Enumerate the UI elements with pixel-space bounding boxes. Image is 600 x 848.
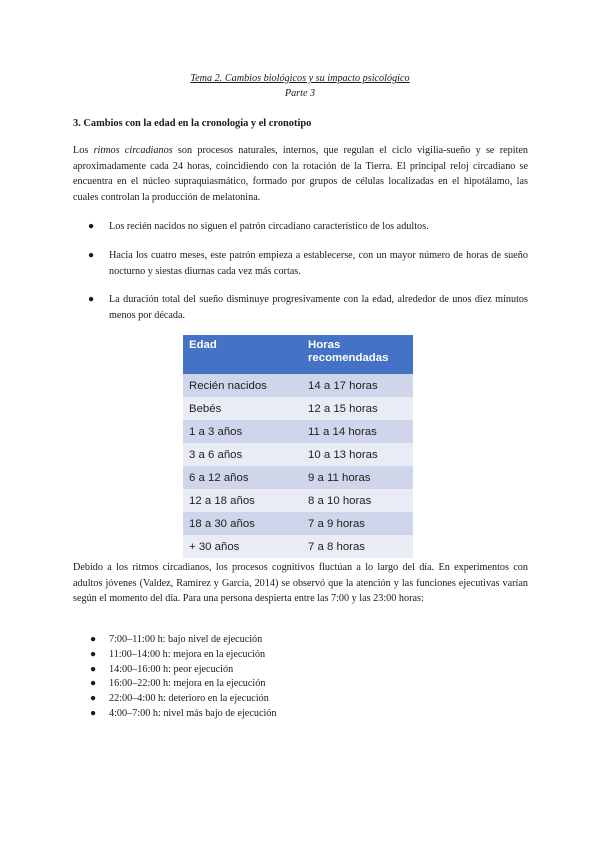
header-age: Edad: [183, 335, 302, 374]
age-cell: Recién nacidos: [183, 374, 302, 397]
age-cell: + 30 años: [183, 535, 302, 558]
intro-paragraph: [73, 143, 528, 205]
sleep-hours-table: [183, 335, 413, 558]
bullet-icon: ●: [90, 707, 97, 719]
age-cell: 12 a 18 años: [183, 489, 302, 512]
hours-cell: 7 a 8 horas: [302, 535, 413, 558]
hours-cell: 14 a 17 horas: [302, 374, 413, 397]
list-item: [90, 707, 277, 722]
header-part: Parte 3: [284, 88, 316, 99]
table-row: [183, 535, 413, 558]
list-item: [90, 663, 277, 678]
list-item: [90, 692, 277, 707]
hours-cell: 11 a 14 horas: [302, 420, 413, 443]
hours-cell: 7 a 9 horas: [302, 512, 413, 535]
section-title: 3. Cambios con la edad en la cronología y el cronotipo: [73, 118, 312, 129]
table-row: [183, 374, 413, 397]
list-item-text: 4:00–7:00 h: nivel más bajo de ejecución: [109, 707, 277, 719]
bullet-icon: ●: [90, 648, 97, 660]
list-item: [90, 677, 277, 692]
bullet-item: [88, 219, 528, 235]
bullet-item: [88, 248, 528, 279]
hours-cell: 10 a 13 horas: [302, 443, 413, 466]
schedule-list: [90, 633, 277, 722]
bullet-item: [88, 292, 528, 323]
list-item-text: 16:00–22:00 h: mejora en la ejecución: [109, 678, 266, 690]
table-row: [183, 420, 413, 443]
age-cell: Bebés: [183, 397, 302, 420]
bullet-icon: ●: [88, 294, 95, 305]
intro-rest: son procesos naturales, internos, que regulan el ciclo vigilia-sueño y se repiten aproximadamente cada 24 horas, coincidiendo con la rotación de la Tierra. El principal reloj circadiano se encuentra en el núcleo supraquiasmático, formado por grupos de células localizadas en el hipotálamo, las cuales controlan la producción de melatonina.: [73, 145, 529, 203]
header-title: Tema 2. Cambios biológicos y su impacto psicológico: [190, 73, 410, 84]
bullet-icon: ●: [90, 634, 97, 645]
intro-lead: Los: [73, 145, 94, 156]
list-item-text: 22:00–4:00 h: deterioro en la ejecución: [109, 693, 269, 705]
table-row: [183, 489, 413, 512]
table-row: [183, 443, 413, 466]
hours-cell: 12 a 15 horas: [302, 397, 413, 420]
bullet-text: La duración total del sueño disminuye progresivamente con la edad, alrededor de unos diez minutos menos por década.: [109, 294, 528, 321]
bullet-icon: ●: [88, 221, 95, 232]
table-row: [183, 397, 413, 420]
age-cell: 6 a 12 años: [183, 466, 302, 489]
list-item-text: 14:00–16:00 h: peor ejecución: [109, 663, 234, 675]
cognitive-paragraph: Debido a los ritmos circadianos, los procesos cognitivos fluctúan a lo largo del día. En experimentos con adultos jóvenes (Valdez, Ramírez y García, 2014) se observó que la atención y las funciones ejecutivas varían según el momento del día. Para una persona despierta entre las 7:00 y las 23:00 horas:: [73, 562, 528, 605]
age-cell: 18 a 30 años: [183, 512, 302, 535]
bullet-icon: ●: [88, 250, 95, 261]
table-header-row: [183, 335, 413, 374]
bullet-icon: ●: [90, 678, 97, 690]
table-row: [183, 466, 413, 489]
hours-cell: 9 a 11 horas: [302, 466, 413, 489]
age-cell: 1 a 3 años: [183, 420, 302, 443]
bullet-text: Hacia los cuatro meses, este patrón empieza a establecerse, con un mayor número de horas de sueño nocturno y siestas diurnas cada vez más cortas.: [109, 250, 528, 277]
list-item-text: 7:00–11:00 h: bajo nivel de ejecución: [109, 634, 263, 645]
hours-cell: 8 a 10 horas: [302, 489, 413, 512]
table-row: [183, 512, 413, 535]
bullet-icon: ●: [90, 693, 97, 705]
intro-term: ritmos circadianos: [93, 145, 173, 156]
header-hours: Horas recomendadas: [302, 335, 413, 374]
bullet-text: Los recién nacidos no siguen el patrón circadiano característico de los adultos.: [109, 221, 429, 232]
age-cell: 3 a 6 años: [183, 443, 302, 466]
list-item-text: 11:00–14:00 h: mejora en la ejecución: [109, 648, 266, 660]
list-item: [90, 633, 277, 648]
bullet-icon: ●: [90, 663, 97, 675]
list-item: [90, 648, 277, 663]
